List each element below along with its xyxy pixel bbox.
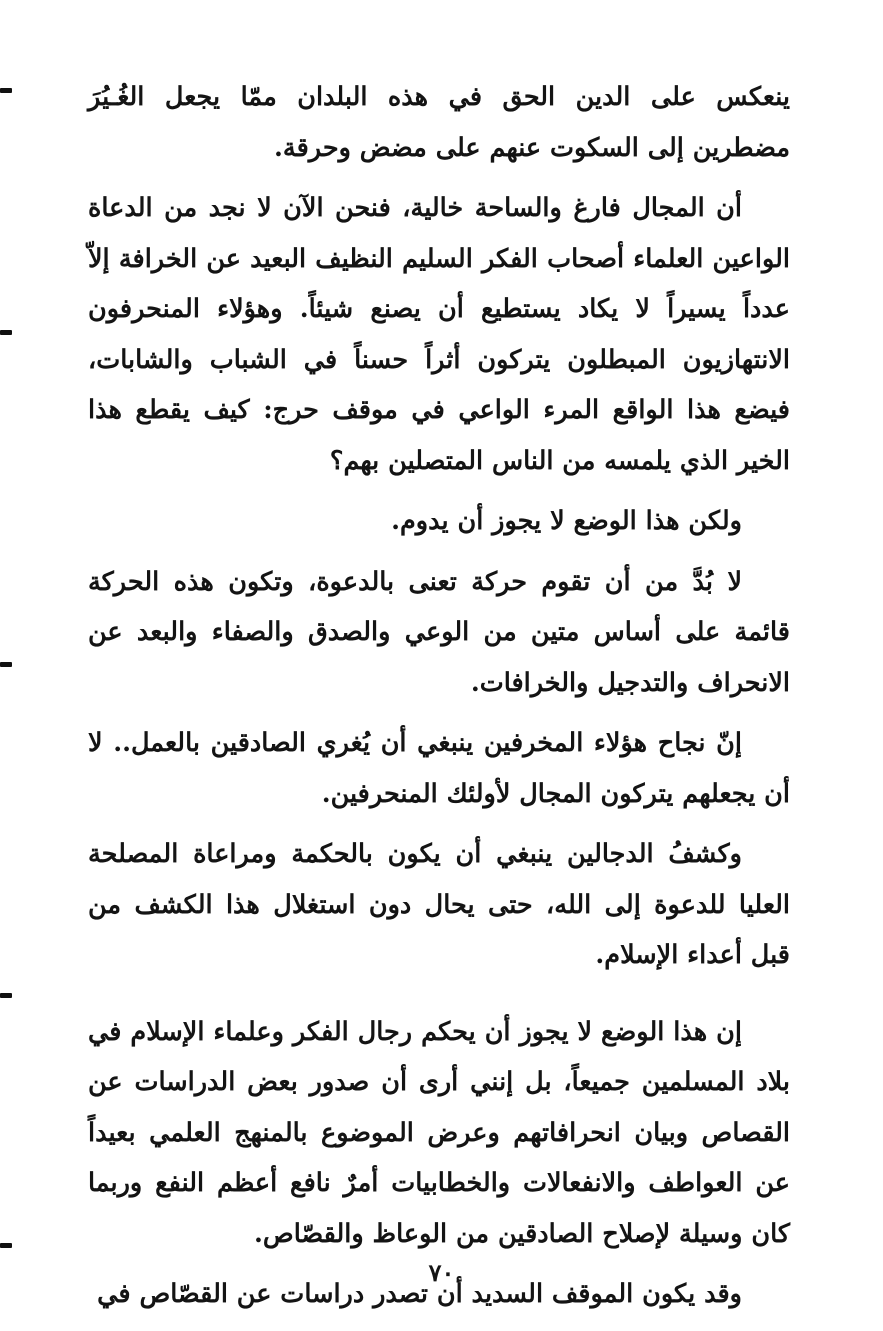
margin-tick-mark bbox=[0, 993, 12, 998]
margin-tick-mark bbox=[0, 88, 12, 93]
body-text bbox=[88, 72, 790, 1320]
paragraph: ولكن هذا الوضع لا يجوز أن يدوم. bbox=[391, 506, 742, 536]
paragraph: وكشفُ الدجالين ينبغي أن يكون بالحكمة ومراعاة المصلحة العليا للدعوة إلى الله، حتى يحال دون استغلال هذا الكشف من قبل أعداء الإسلام. bbox=[88, 839, 790, 970]
paragraph: وقد يكون الموقف السديد أن تصدر دراسات عن القصّاص في bbox=[97, 1279, 742, 1309]
page-number: ٧٠ bbox=[428, 1258, 455, 1287]
paragraph: إنّ نجاح هؤلاء المخرفين ينبغي أن يُغري الصادقين بالعمل.. لا أن يجعلهم يتركون المجال لأولئك المنحرفين. bbox=[88, 728, 790, 809]
paragraph: لا بُدَّ من أن تقوم حركة تعنى بالدعوة، وتكون هذه الحركة قائمة على أساس متين من الوعي والصدق والصفاء والبعد عن الانحراف والتدجيل والخرافات. bbox=[88, 566, 790, 698]
margin-tick-mark bbox=[0, 1243, 12, 1248]
paragraph: أن المجال فارغ والساحة خالية، فنحن الآن لا نجد من الدعاة الواعين العلماء أصحاب الفكر السليم النظيف البعيد عن الخرافة إلاّ عدداً يسيراً لا يكاد يستطيع أن يصنع شيئاً. وهؤلاء المنحرفون الانتهازيون المبطلون يتركون أثراً حسناً في الشباب والشابات، فيضع هذا الواقع المرء الواعي في موقف حرج: كيف يقطع هذا الخير الذي يلمسه من الناس المتصلين بهم؟ bbox=[88, 193, 790, 476]
margin-tick-mark bbox=[0, 330, 12, 335]
margin-tick-mark bbox=[0, 662, 12, 667]
paragraph: إن هذا الوضع لا يجوز أن يحكم رجال الفكر وعلماء الإسلام في بلاد المسلمين جميعاً، بل إنني أرى أن صدور بعض الدراسات عن القصاص وبيان انحرافاتهم وعرض الموضوع بالمنهج العلمي بعيداً عن العواطف والانفعالات والخطابيات أمرٌ نافع أعظم النفع وربما كان وسيلة لإصلاح الصادقين من الوعاظ والقصّاص. bbox=[88, 1016, 790, 1249]
paragraph: ينعكس على الدين الحق في هذه البلدان ممّا يجعل الغُـيُرَ مضطرين إلى السكوت عنهم على مضض وحرقة. bbox=[88, 82, 790, 163]
